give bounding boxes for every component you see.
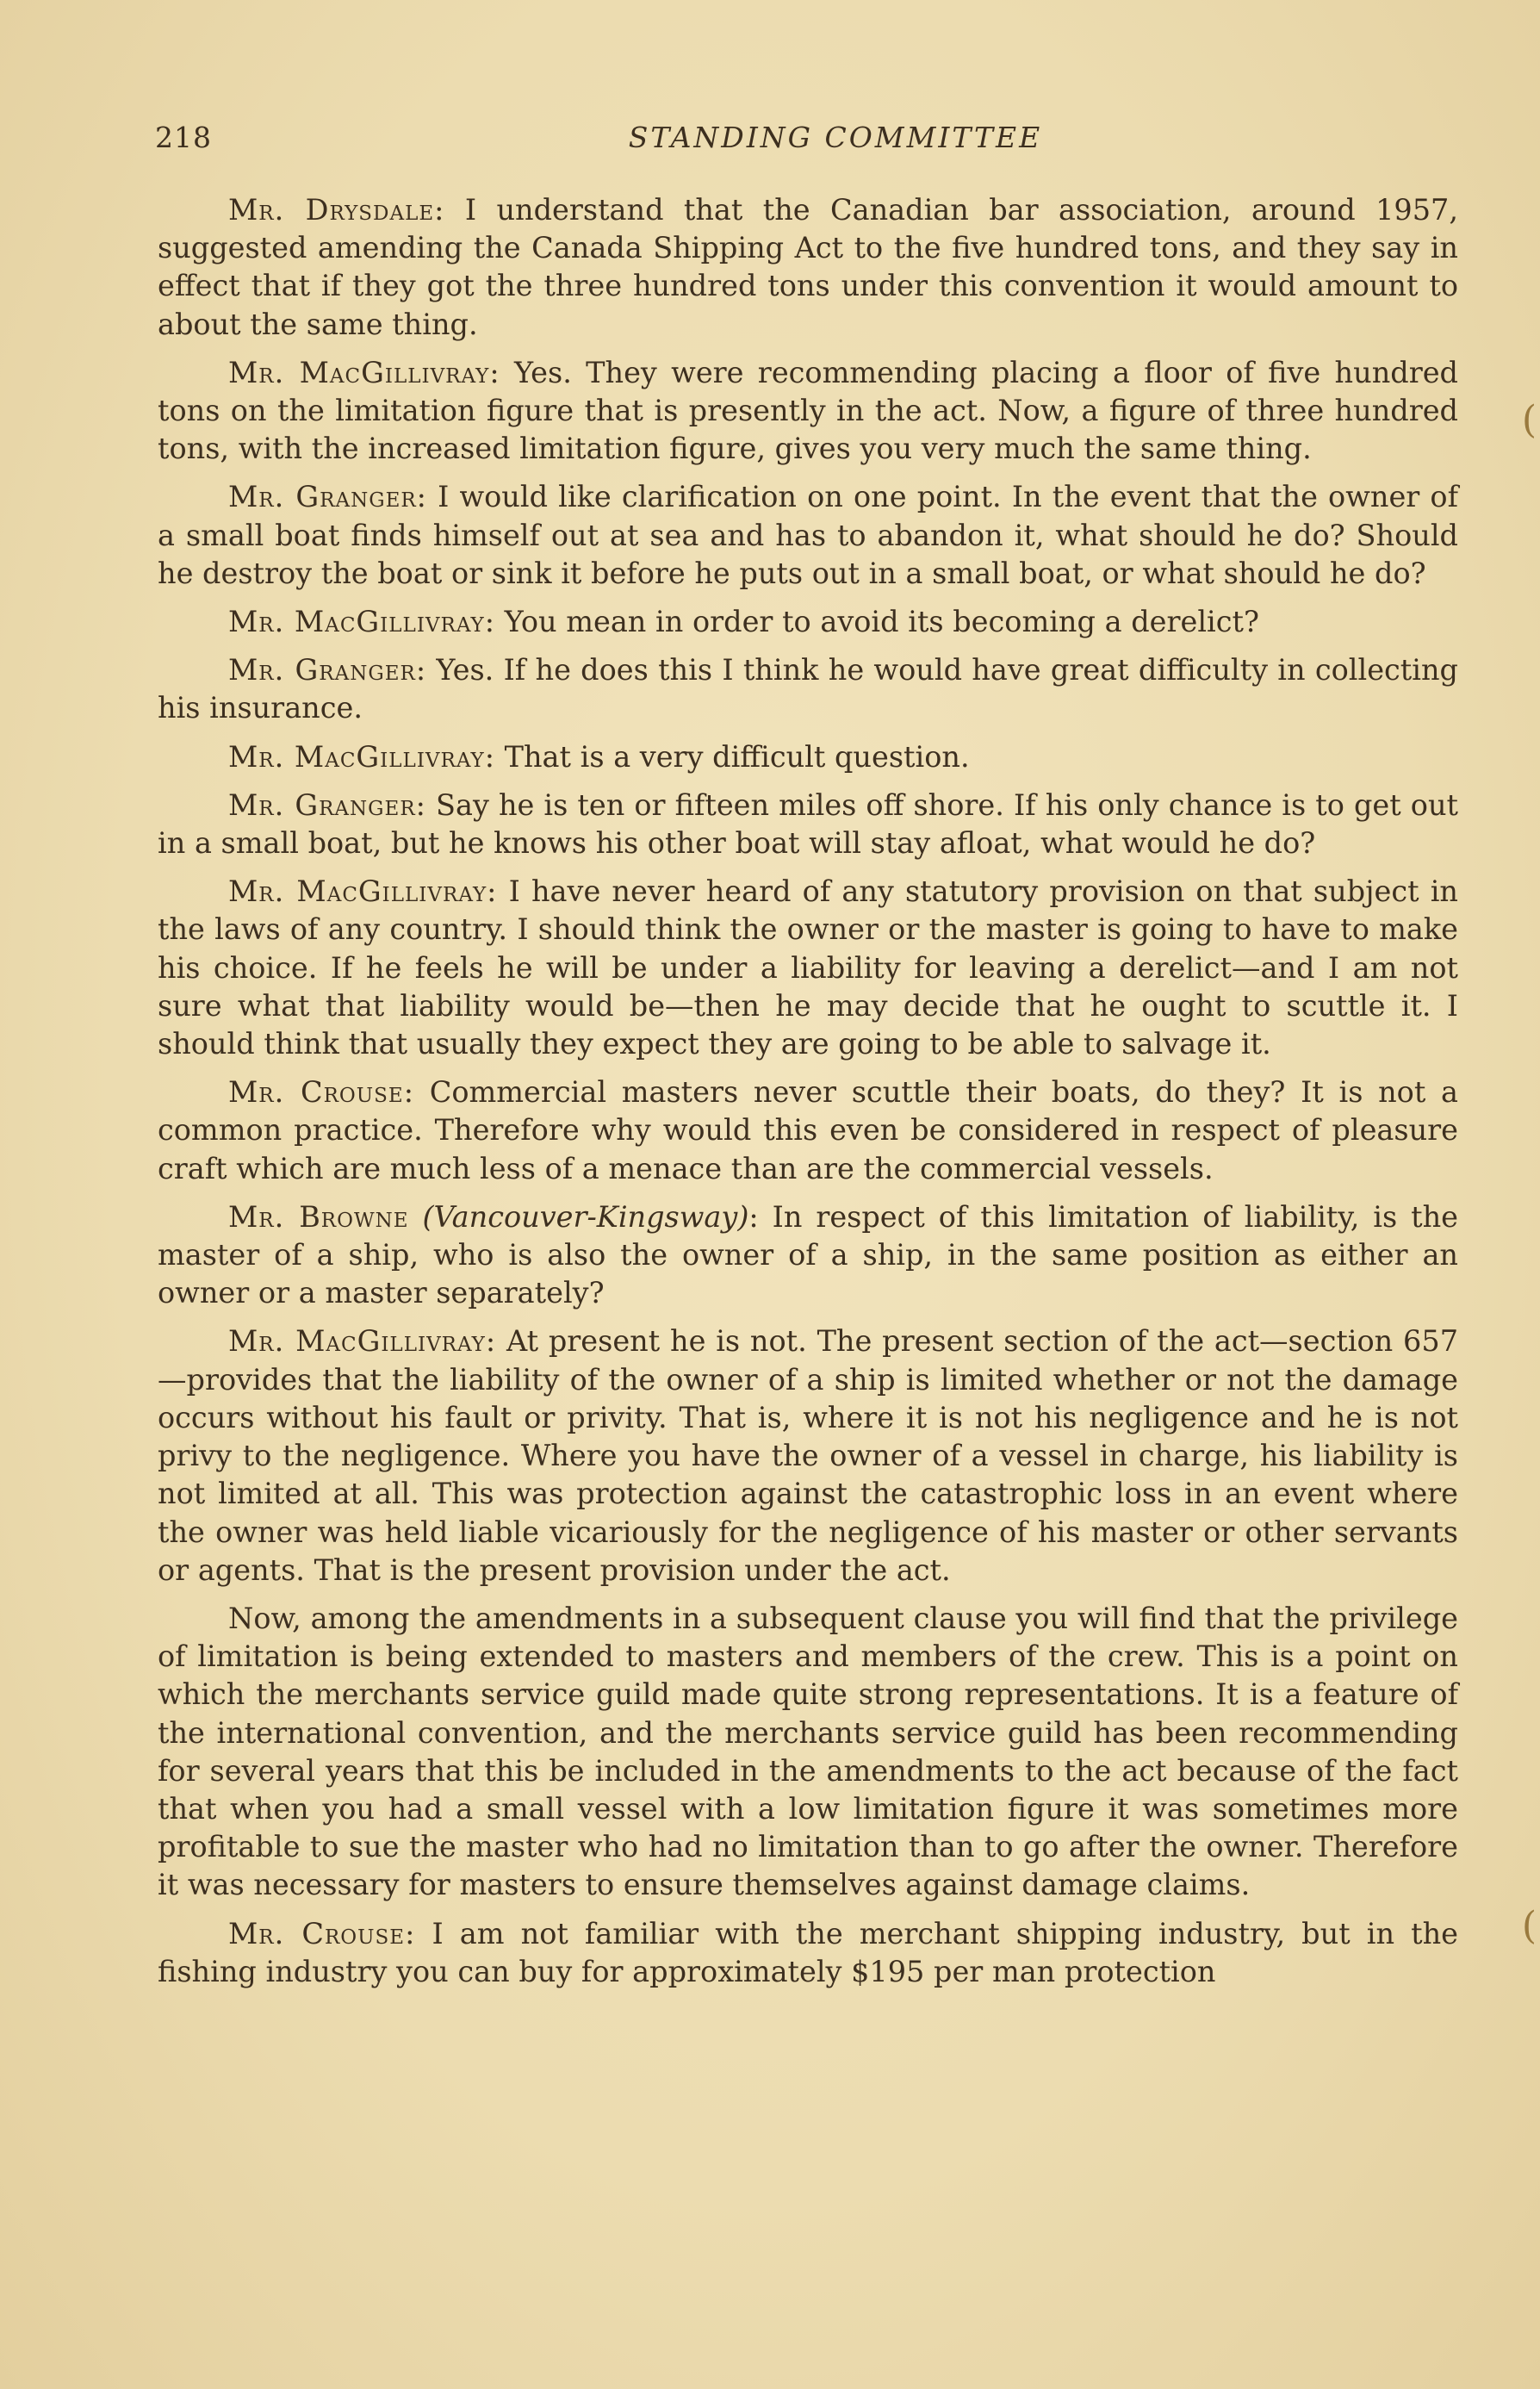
paragraph-text: I understand that the Canadian bar association, around 1957, suggested amending the Canada Shipping Act to the five hundred tons, and they say in effect that if they got the three hundred tons under this convention it would amount to about the same thing. <box>158 193 1458 341</box>
paragraph-text: I have never heard of any statutory provision on that subject in the laws of any country. I should think the owner or the master is going to have to make his choice. If he feels he will be under a liability for leaving a derelict—and I am not sure what that liability would be—then he may decide that he ought to scuttle it. I should think that usually they expect they are going to be able to salvage it. <box>158 874 1458 1061</box>
speaker-name: Mr. MacGillivray: <box>228 874 498 909</box>
paragraph <box>158 738 1458 776</box>
paragraph <box>158 1915 1458 1991</box>
speaker-name: Mr. MacGillivray: <box>228 739 495 774</box>
speaker-name: Mr. Browne <box>228 1199 409 1234</box>
page-header <box>155 121 1464 164</box>
paragraph <box>158 354 1458 469</box>
paragraph <box>158 651 1458 727</box>
speaker-name: Mr. Drysdale: <box>228 193 445 227</box>
paragraph <box>158 603 1458 641</box>
paragraph <box>158 478 1458 593</box>
paragraph <box>158 1073 1458 1188</box>
speaker-name: Mr. Granger: <box>228 787 426 822</box>
speaker-name: Mr. Granger: <box>228 480 427 514</box>
speaker-name: Mr. MacGillivray: <box>228 605 495 639</box>
paragraph-text: Say he is ten or fifteen miles off shore. If his only chance is to get out in a small boat, but he knows his other boat will stay afloat, what would he do? <box>158 787 1458 861</box>
transcript-body <box>158 191 1458 2001</box>
speaker-name: Mr. Granger: <box>228 653 427 687</box>
paragraph-text: Now, among the amendments in a subsequent clause you will find that the privilege of limitation is being extended to masters and members of the crew. This is a point on which the merchants service guild made quite strong representations. It is a feature of the international convention, and the merchants service guild has been recommending for several years that this be included in the amendments to the act because of the fact that when you had a small vessel with a low limitation figure it was sometimes more profitable to sue the master who had no limitation than to go after the owner. Therefore it was necessary for masters to ensure themselves against damage claims. <box>158 1601 1458 1902</box>
speaker-name: Mr. Crouse: <box>228 1075 414 1110</box>
paragraph-text: Yes. They were recommending placing a floor of five hundred tons on the limitation figure that is presently in the act. Now, a figure of three hundred tons, with the increased limitation figure, gives you very much the same thing. <box>158 355 1458 466</box>
paragraph <box>158 873 1458 1063</box>
riding-name: (Vancouver-Kingsway) <box>408 1199 749 1234</box>
paragraph-text: Commercial masters never scuttle their boats, do they? It is not a common practice. Therefore why would this even be considered in respect of pleasure craft which are much less of a menace than are the commercial vessels. <box>158 1075 1458 1185</box>
paragraph <box>158 191 1458 344</box>
speaker-name: Mr. MacGillivray: <box>228 355 500 389</box>
paragraph <box>158 787 1458 862</box>
paragraph-text: I would like clarification on one point. In the event that the owner of a small boat finds himself out at sea and has to abandon it, what should he do? Should he destroy the boat or sink it before he puts out in a small boat, or what should he do? <box>158 480 1458 590</box>
speaker-name: Mr. Crouse: <box>228 1916 416 1950</box>
paragraph-text: That is a very difficult question. <box>494 739 970 774</box>
margin-bracket-mark: ( <box>1521 1904 1537 1948</box>
page-number: 218 <box>155 121 212 154</box>
paragraph-text: Yes. If he does this I think he would have great difficulty in collecting his insurance. <box>158 653 1458 725</box>
paragraph <box>158 1198 1458 1313</box>
paragraph <box>158 1322 1458 1589</box>
paragraph-text: : In respect of this limitation of liability, is the master of a ship, who is also the owner of a ship, in the same position as either an owner or a master separately? <box>158 1199 1458 1310</box>
paragraph <box>158 1600 1458 1905</box>
paragraph-text: At present he is not. The present section of the act—section 657—provides that the liability of the owner of a ship is limited whether or not the damage occurs without his fault or privity. That is, where it is not his negligence and he is not privy to the negligence. Where you have the owner of a vessel in charge, his liability is not limited at all. This was protection against the catastrophic loss in an event where the owner was held liable vicariously for the negligence of his master or other servants or agents. That is the present provision under the act. <box>158 1324 1459 1587</box>
running-head: STANDING COMMITTEE <box>628 121 1043 154</box>
paragraph-text: I am not familiar with the merchant shipping industry, but in the fishing industry you can buy for approximately $195 per man protection <box>158 1916 1458 1988</box>
paragraph-text: You mean in order to avoid its becoming a derelict? <box>494 605 1259 639</box>
margin-bracket-mark: ( <box>1521 398 1537 442</box>
speaker-name: Mr. MacGillivray: <box>228 1324 497 1359</box>
